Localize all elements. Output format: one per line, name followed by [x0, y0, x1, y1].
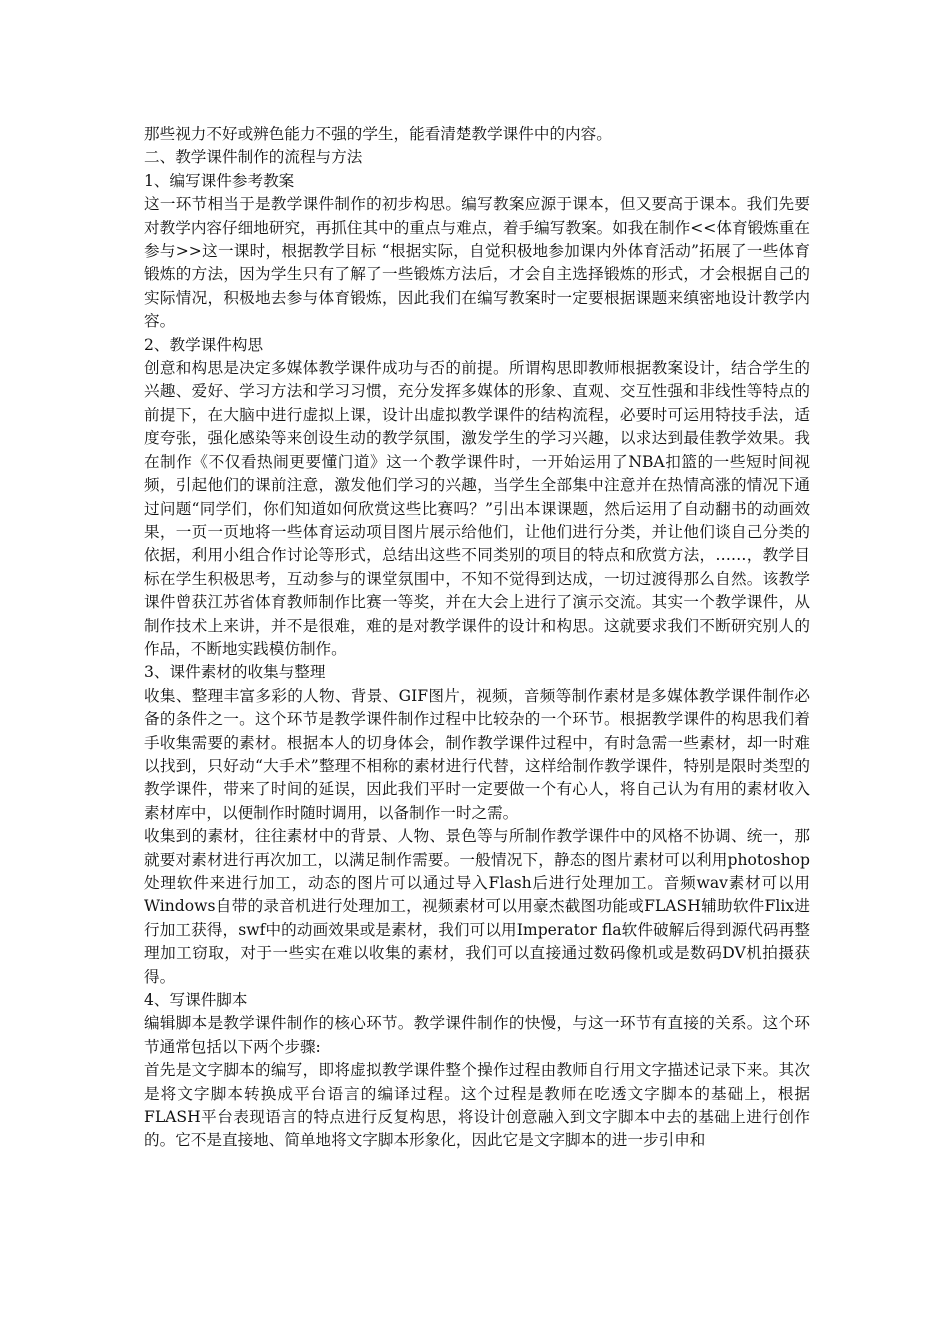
subsection-heading-2: 2、教学课件构思 — [144, 335, 264, 354]
section-heading: 二、教学课件制作的流程与方法 — [144, 148, 363, 167]
paragraph-lesson-plan: 这一环节相当于是教学课件制作的初步构思。编写教案应源于课本，但又要高于课本。我们先要对教学内容仔细地研究，再抓住其中的重点与难点，着手编写教案。如我在制作<<体育锻炼重在参与>>这一课时，根据教学目标 “根据实际，自觉积极地参加课内外体育活动”拓展了一些体育锻炼的方法，因为学生只有了解了一些锻炼方法后，才会自主选择锻炼的形式，才会根据自己的实际情况，积极地去参与体育锻炼，因此我们在编写教案时一定要根据课题来缜密地设计教学内容。 — [144, 195, 810, 331]
subsection-heading-4: 4、写课件脚本 — [144, 991, 248, 1010]
paragraph-continuation: 那些视力不好或辨色能力不强的学生，能看清楚教学课件中的内容。 — [144, 125, 612, 143]
paragraph-script-steps: 首先是文字脚本的编写，即将虚拟教学课件整个操作过程由教师自行用文字描述记录下来。其次是将文字脚本转换成平台语言的编译过程。这个过程是教师在吃透文字脚本的基础上，根据FLASH平台表现语言的特点进行反复构思，将设计创意融入到文字脚本中去的基础上进行创作的。它不是直接地、简单地将文字脚本形象化，因此它是文字脚本的进一步引申和 — [144, 1061, 810, 1150]
subsection-heading-1: 1、编写课件参考教案 — [144, 171, 295, 190]
paragraph-material-processing: 收集到的素材，往往素材中的背景、人物、景色等与所制作教学课件中的风格不协调、统一，那就要对素材进行再次加工，以满足制作需要。一般情况下，静态的图片素材可以利用photoshop处理软件来进行加工，动态的图片可以通过导入Flash后进行处理加工。音频wav素材可以用Windows自带的录音机进行处理加工，视频素材可以用豪杰截图功能或FLASH辅助软件Flix进行加工获得，swf中的动画效果或是素材，我们可以用Imperator fla软件破解后得到源代码再整理加工窃取，对于一些实在难以收集的素材，我们可以直接通过数码像机或是数码DV机拍摄获得。 — [144, 827, 810, 986]
paragraph-courseware-concept: 创意和构思是决定多媒体教学课件成功与否的前提。所谓构思即教师根据教案设计，结合学生的兴趣、爱好、学习方法和学习习惯，充分发挥多媒体的形象、直观、交互性强和非线性等特点的前提下，在大脑中进行虚拟上课，设计出虚拟教学课件的结构流程，必要时可运用特技手法，适度夸张，强化感染等来创设生动的教学氛围，激发学生的学习兴趣，以求达到最佳教学效果。我在制作《不仅看热闹更要懂门道》这一个教学课件时，一开始运用了NBA扣篮的一些短时间视频，引起他们的课前注意，激发他们学习的兴趣，当学生全部集中注意并在热情高涨的情况下通过问题“同学们，你们知道如何欣赏这些比赛吗？”引出本课课题，然后运用了自动翻书的动画效果，一页一页地将一些体育运动项目图片展示给他们，让他们进行分类，并让他们谈自己分类的依据，利用小组合作讨论等形式，总结出这些不同类别的项目的特点和欣赏方法，……，教学目标在学生积极思考，互动参与的课堂氛围中，不知不觉得到达成，一切过渡得那么自然。该教学课件曾获江苏省体育教师制作比赛一等奖，并在大会上进行了演示交流。其实一个教学课件，从制作技术上来讲，并不是很难，难的是对教学课件的设计和构思。这就要求我们不断研究别人的作品，不断地实践模仿制作。 — [144, 359, 810, 658]
paragraph-material-collection: 收集、整理丰富多彩的人物、背景、GIF图片，视频，音频等制作素材是多媒体教学课件制作必备的条件之一。这个环节是教学课件制作过程中比较杂的一个环节。根据教学课件的构思我们着手收集需要的素材。根据本人的切身体会，制作教学课件过程中，有时急需一些素材，却一时难以找到，只好动“大手术”整理不相称的素材进行代替，这样给制作教学课件，特别是限时类型的教学课件，带来了时间的延误，因此我们平时一定要做一个有心人，将自己认为有用的素材收入素材库中，以便制作时随时调用，以备制作一时之需。 — [144, 686, 810, 822]
paragraph-script-intro: 编辑脚本是教学课件制作的核心环节。教学课件制作的快慢，与这一环节有直接的关系。这个环节通常包括以下两个步骤: — [144, 1014, 810, 1056]
document-body — [144, 123, 810, 1153]
subsection-heading-3: 3、课件素材的收集与整理 — [144, 663, 326, 682]
